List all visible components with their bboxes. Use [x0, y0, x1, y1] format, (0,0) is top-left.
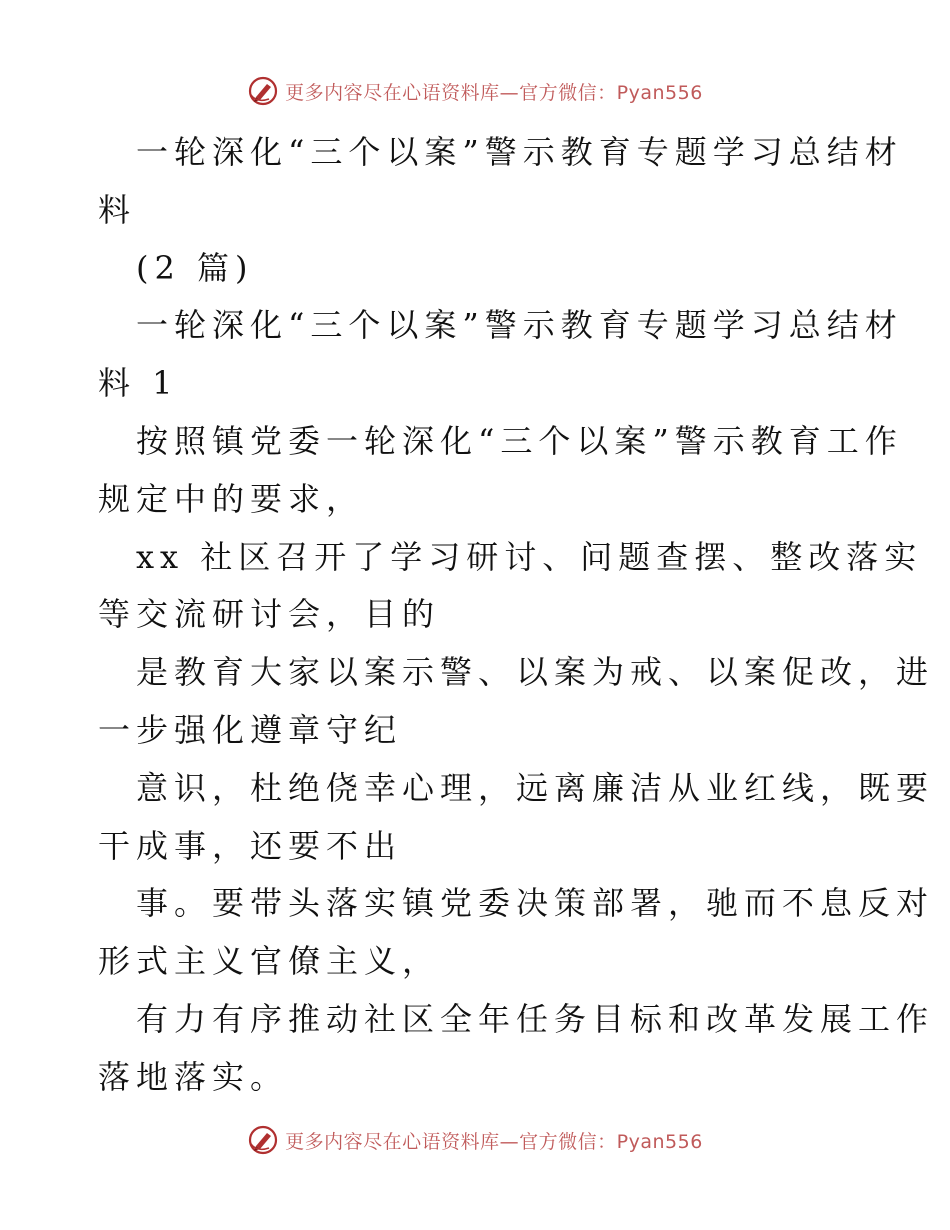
header-banner — [0, 71, 950, 111]
text-line: 料 — [98, 190, 137, 229]
text-line: 一轮深化“三个以案”警示教育专题学习总结材 — [136, 306, 903, 345]
document-text — [98, 124, 935, 1107]
pen-logo-icon — [247, 75, 279, 107]
pen-logo-icon — [247, 1124, 279, 1156]
text-line: 规定中的要求， — [98, 479, 365, 518]
text-line: 意识，杜绝侥幸心理，远离廉洁从业红线，既要 — [136, 768, 935, 807]
text-line: 落地落实。 — [98, 1057, 289, 1096]
footer-banner — [0, 1120, 950, 1160]
text-line: 按照镇党委一轮深化“三个以案”警示教育工作 — [136, 421, 903, 460]
text-line: (2 篇) — [136, 248, 254, 287]
text-line: 一步强化遵章守纪 — [98, 710, 403, 749]
text-line: 料 1 — [98, 364, 179, 403]
text-line: 干成事，还要不出 — [98, 826, 403, 865]
header-banner-text: 更多内容尽在心语资料库—官方微信：Pyan556 — [285, 81, 703, 104]
footer-banner-text: 更多内容尽在心语资料库—官方微信：Pyan556 — [285, 1130, 703, 1153]
text-line: 形式主义官僚主义， — [98, 942, 441, 981]
text-line: 有力有序推动社区全年任务目标和改革发展工作 — [136, 999, 935, 1038]
document-body — [98, 124, 935, 1107]
text-line: 事。要带头落实镇党委决策部署，驰而不息反对 — [136, 884, 935, 923]
text-line: 一轮深化“三个以案”警示教育专题学习总结材 — [136, 133, 903, 171]
text-line: 等交流研讨会，目的 — [98, 595, 441, 634]
text-line: xx 社区召开了学习研讨、问题查摆、整改落实 — [136, 537, 923, 576]
text-line: 是教育大家以案示警、以案为戒、以案促改，进 — [136, 653, 935, 692]
